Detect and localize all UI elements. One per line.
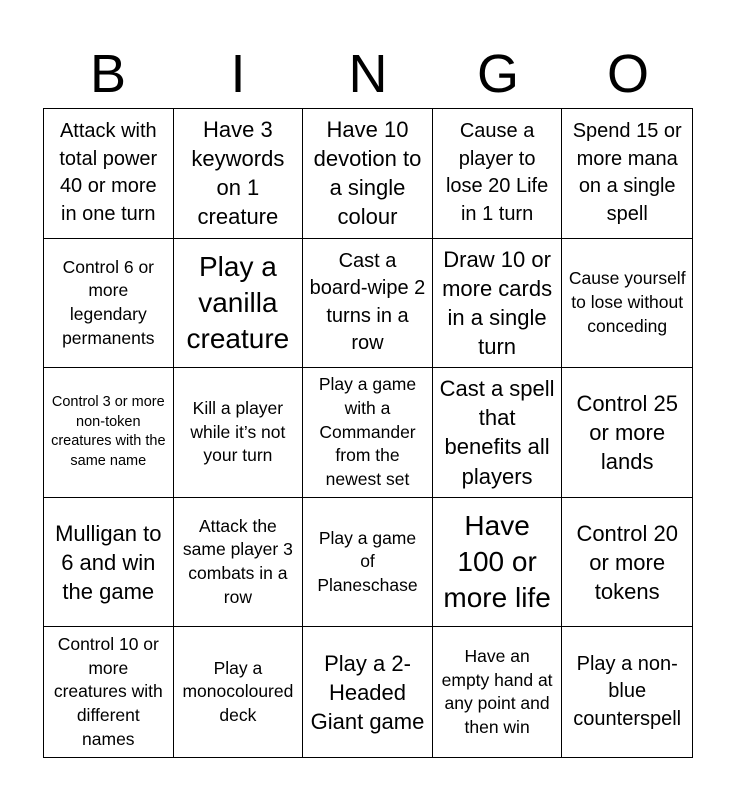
bingo-cell-r4c4	[433, 498, 563, 628]
cell-text: Attack the same player 3 combats in a row	[182, 515, 293, 607]
bingo-cell-r3c4	[433, 368, 563, 498]
bingo-cell-r2c5	[562, 239, 692, 369]
bingo-board	[43, 108, 693, 758]
bingo-cell-r5c1	[44, 627, 174, 757]
cell-text: Control 10 or more creatures with different names	[53, 634, 163, 749]
bingo-cell-r1c5	[562, 109, 692, 239]
bingo-cell-r5c4	[433, 627, 563, 757]
bingo-cell-r1c1	[44, 109, 174, 239]
header-letter-b: B	[89, 44, 127, 104]
cell-text: Play a 2-Headed Giant game	[310, 650, 425, 734]
bingo-cell-r5c3	[303, 627, 433, 757]
bingo-cell-r2c1	[44, 239, 174, 369]
header-letter-n: N	[348, 44, 388, 104]
header-letter-i: I	[230, 44, 246, 104]
cell-text: Play a non-blue counterspell	[573, 652, 682, 730]
cell-text: Control 6 or more legendary permanents	[62, 256, 155, 348]
cell-text: Play a monocoloured deck	[182, 657, 294, 725]
cell-text: Control 25 or more lands	[576, 390, 678, 474]
cell-text: Have 10 devotion to a single colour	[313, 117, 422, 230]
bingo-cell-r1c3	[303, 109, 433, 239]
bingo-header	[43, 40, 693, 108]
cell-text: Cast a spell that benefits all players	[439, 376, 555, 489]
cell-text: Control 20 or more tokens	[576, 520, 678, 604]
cell-text: Cause a player to lose 20 Life in 1 turn	[445, 120, 549, 225]
cell-text: Spend 15 or more mana on a single spell	[572, 120, 682, 225]
bingo-cell-r2c4	[433, 239, 563, 369]
bingo-cell-r5c2	[174, 627, 304, 757]
cell-text: Attack with total power 40 or more in one turn	[59, 120, 158, 225]
bingo-cell-r3c2	[174, 368, 304, 498]
bingo-cell-r2c2	[174, 239, 304, 369]
bingo-cell-r4c3	[303, 498, 433, 628]
bingo-cell-r4c5	[562, 498, 692, 628]
cell-text: Have 3 keywords on 1 creature	[191, 117, 285, 230]
header-letter-g: G	[476, 44, 519, 104]
cell-text: Play a game of Planeschase	[317, 527, 418, 595]
cell-text: Have 100 or more life	[443, 510, 551, 613]
bingo-cell-r1c4	[433, 109, 563, 239]
bingo-cell-r1c2	[174, 109, 304, 239]
cell-text: Control 3 or more non-token creatures with the same name	[51, 394, 166, 470]
cell-text: Kill a player while it’s not your turn	[190, 398, 286, 466]
bingo-cell-r5c5	[562, 627, 692, 757]
cell-text: Cause yourself to lose without conceding	[568, 268, 686, 336]
cell-text: Mulligan to 6 and win the game	[55, 520, 162, 604]
bingo-cell-r4c2	[174, 498, 304, 628]
cell-text: Cast a board-wipe 2 turns in a row	[309, 249, 426, 355]
header-letter-o: O	[606, 44, 649, 104]
cell-text: Play a vanilla creature	[186, 251, 290, 354]
bingo-cell-r2c3	[303, 239, 433, 369]
bingo-cell-r3c5	[562, 368, 692, 498]
cell-text: Draw 10 or more cards in a single turn	[442, 246, 553, 359]
bingo-cell-r3c3	[303, 368, 433, 498]
cell-text: Play a game with a Commander from the newest set	[318, 374, 417, 489]
bingo-cell-r3c1	[44, 368, 174, 498]
bingo-cell-r4c1	[44, 498, 174, 628]
cell-text: Have an empty hand at any point and then win	[441, 645, 553, 737]
